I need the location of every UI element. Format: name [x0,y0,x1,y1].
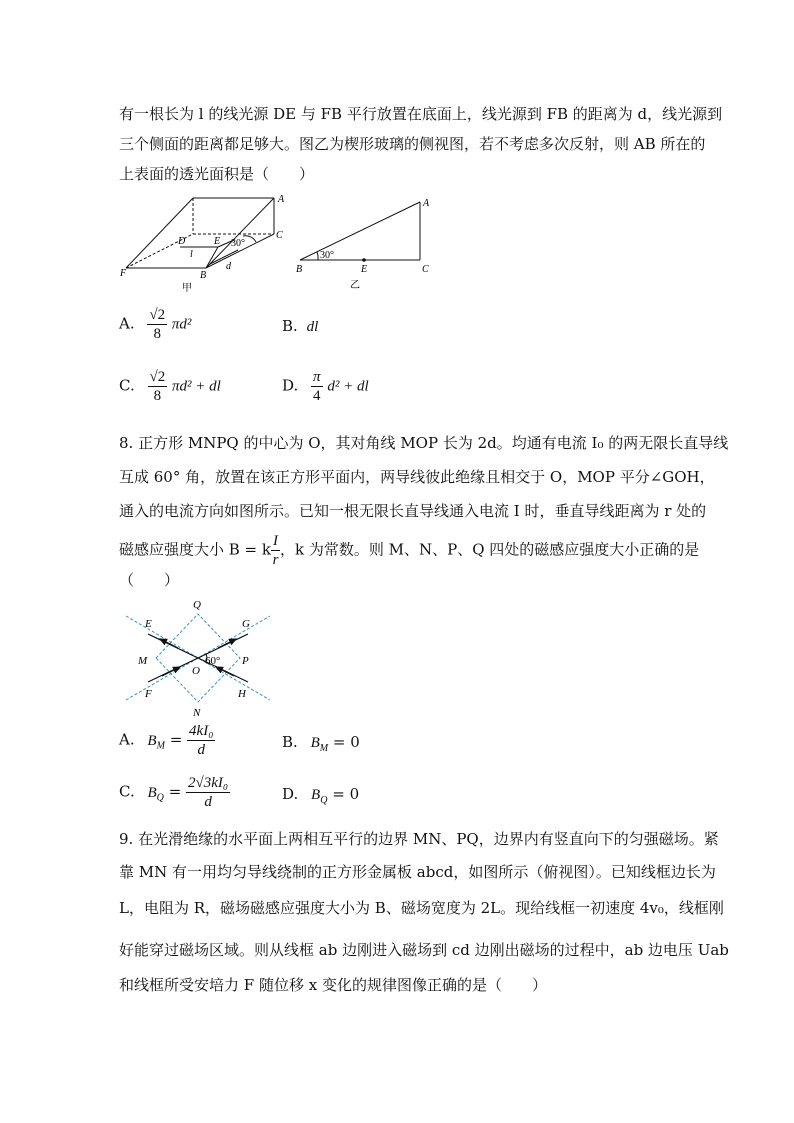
q8-option-C-eq: = [168,782,182,801]
fig2-label-B: B [296,264,303,275]
q8-text-line-3: 通入的电流方向如图所示。已知一根无限长直导线通入电流 I 时，垂直导线距离为 r 处的 [119,502,707,520]
q8-label-H: H [238,688,246,700]
q8-line-4-start: 磁感应强度大小 B = k [119,540,271,559]
fig1-label-F: F [120,268,127,279]
q7-option-A-tail: πd² [171,316,192,333]
q7-option-C-den: 8 [153,388,162,404]
q8-option-A-lhs: B [147,732,157,749]
q8-option-C-sub: Q [156,792,164,804]
q8-text-line-4 [119,532,699,569]
q8-formula-fraction [271,532,280,569]
q7-option-B[interactable] [282,316,318,337]
q7-text-line-3: 上表面的透光面积是（ ） [119,165,315,183]
q7-option-C-num: √2 [149,369,166,385]
q7-option-C-label: C. [119,376,135,395]
fig1-label-angle: 30° [231,238,245,249]
fig2-label-A: A [423,198,430,209]
q8-text-line-5: （ ） [119,571,180,589]
q8-option-B-rhs: = 0 [332,733,360,751]
q8-option-C-den: d [204,794,212,810]
q8-line-4-end: ，k 为常数。则 M、N、P、Q 四处的磁感应强度大小正确的是 [280,540,700,559]
q9-text-line-2: 靠 MN 有一用均匀导线绕制的正方形金属板 abcd，如图所示（俯视图）。已知线框边长为 [119,863,716,881]
q9-text-line-4: 好能穿过磁场区域。则从线框 ab 边刚进入磁场到 cd 边刚出磁场的过程中，ab 边电压 Uab [119,941,729,959]
fig1-label-C: C [276,230,283,241]
fig1-label-D: D [178,236,186,247]
q8-option-C-fraction [186,774,230,811]
q9-text-line-3: L，电阻为 R，磁场磁感应强度大小为 B、磁场宽度为 2L。现给线框一初速度 4v₀，线框刚 [119,899,724,917]
q8-option-B-sub: M [319,743,329,754]
q8-option-D-lhs: B [311,787,321,803]
q8-text-line-1: 8. 正方形 MNPQ 的中心为 O，其对角线 MOP 长为 2d。均通有电流 I₀ 的两无限长直导线 [119,434,729,452]
fig1-label-E: E [214,236,221,247]
q8-label-M: M [138,655,148,667]
fig2-label-angle: 30° [320,250,334,261]
fig1-label-A: A [278,194,285,205]
fig1-label-d: d [226,261,231,272]
fig1-caption: 甲 [182,283,192,294]
q8-option-C[interactable] [119,774,230,811]
q7-option-D-tail: d² + dl [327,378,369,395]
fig1-label-l: l [190,249,193,260]
q8-formula-num: I [273,533,278,549]
q7-option-B-text: dl [306,319,319,335]
q9-text-line-1: 9. 在光滑绝缘的水平面上两相互平行的边界 MN、PQ，边界内有竖直向下的匀强磁场。紧 [119,830,719,848]
q8-label-P: P [242,655,249,667]
q7-option-C[interactable] [119,368,221,405]
q7-option-A-label: A. [119,314,135,333]
q8-formula-den: r [272,552,279,568]
q8-option-B-label: B. [282,733,298,751]
fig1-label-B: B [200,270,207,281]
q8-label-F: F [145,688,152,700]
q8-option-D-label: D. [282,785,299,803]
q7-option-A[interactable] [119,306,191,343]
q8-option-C-num: 2√3kI₀ [188,775,229,791]
q7-option-D[interactable] [282,368,369,405]
q7-option-D-num: π [313,369,321,385]
q8-option-A-label: A. [119,730,135,749]
q7-option-A-den: 8 [153,326,161,342]
q8-option-A-den: d [197,742,205,758]
q7-option-A-num: √2 [149,307,166,323]
q7-option-A-fraction [147,306,167,343]
q8-label-E: E [145,618,152,630]
q8-option-D-sub: Q [320,795,328,806]
fig2-label-C: C [422,264,429,275]
q8-option-C-label: C. [119,782,135,801]
q7-option-B-label: B. [282,317,298,335]
q7-option-D-fraction [311,368,323,405]
q8-label-G: G [242,618,250,630]
q8-figure [118,596,283,721]
q8-option-A[interactable] [119,722,215,759]
q7-text-line-2: 三个侧面的距离都足够大。图乙为楔形玻璃的侧视图，若不考虑多次反射，则 AB 所在的 [119,135,706,153]
q8-label-angle: 60° [205,655,221,667]
q8-option-C-lhs: B [147,784,157,801]
q8-option-B-lhs: B [310,735,320,751]
q7-figure-jia [118,190,298,300]
q7-option-C-fraction [148,368,168,405]
q7-option-D-den: 4 [313,388,321,404]
q8-label-O: O [192,665,200,677]
q8-label-Q: Q [193,599,201,611]
q7-option-D-label: D. [282,376,299,395]
q7-text-line-1: 有一根长为 l 的线光源 DE 与 FB 平行放置在底面上，线光源到 FB 的距离为 d，线光源到 [119,105,723,123]
q8-option-D[interactable] [282,784,359,811]
q8-option-A-eq: = [169,730,183,749]
q8-option-B[interactable] [282,732,360,759]
q9-text-line-5: 和线框所受安培力 F 随位移 x 变化的规律图像正确的是（ ） [119,976,547,994]
q7-figure-yi [292,192,442,292]
fig2-caption: 乙 [350,280,360,291]
q8-label-N: N [193,707,201,719]
fig2-label-E: E [361,264,368,275]
q8-text-line-2: 互成 60° 角，放置在该正方形平面内，两导线彼此绝缘且相交于 O，MOP 平分∠GOH， [119,468,715,486]
q8-option-D-rhs: = 0 [332,785,360,803]
q8-option-A-num: 4kI₀ [189,723,214,739]
fig2-point-E [362,258,366,262]
q8-option-A-fraction [187,722,215,759]
q8-option-A-sub: M [156,740,165,752]
q7-option-C-tail: πd² + dl [172,378,221,395]
